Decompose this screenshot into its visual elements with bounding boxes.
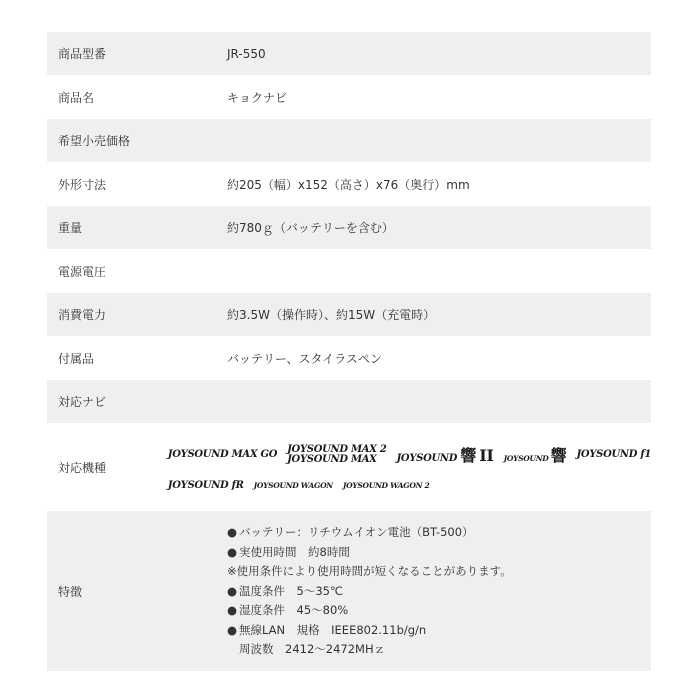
logo-joysound-max2 — [287, 445, 386, 465]
logo-kyoku2-kanji: 響 — [460, 446, 477, 465]
name-label: 商品名 — [58, 90, 95, 105]
feature-lan: ● 無線LAN 規格 IEEE802.11b/g/n — [227, 621, 651, 640]
navi-label: 対応ナビ — [58, 395, 107, 409]
weight-label: 重量 — [58, 221, 83, 235]
model-logos — [168, 443, 651, 491]
logo-joysound-kyoku — [504, 443, 567, 466]
power-label: 消費電力 — [58, 308, 107, 322]
dimensions-label: 外形寸法 — [58, 177, 107, 192]
bullet-icon: ● — [227, 525, 238, 540]
accessories-value: バッテリー、スタイラスペン — [227, 351, 382, 366]
row-price — [47, 119, 651, 162]
logo-joysound-wagon2: JOYSOUND WAGON 2 — [342, 481, 430, 490]
logo-joysound-fr: JOYSOUND fR — [167, 480, 244, 491]
row-weight — [47, 206, 651, 249]
logo-joysound-max-go: JOYSOUND MAX GO — [167, 449, 278, 460]
models-value — [168, 443, 651, 491]
row-dimensions — [47, 162, 651, 206]
bullet-icon: ● — [227, 544, 238, 559]
logo-joysound-wagon: JOYSOUND WAGON — [253, 481, 333, 490]
logo-kyoku-kanji: 響 — [550, 446, 567, 465]
row-voltage — [47, 249, 651, 293]
model-value: JR-550 — [227, 46, 266, 61]
power-value: 約3.5W（操作時）、約15W（充電時） — [227, 308, 436, 322]
features-label: 特徴 — [58, 584, 83, 599]
feature-humidity: ● 湿度条件 45～80% — [227, 601, 651, 620]
weight-value: 約780ｇ（バッテリーを含む） — [227, 221, 394, 235]
logo-line-2 — [168, 480, 651, 491]
bullet-icon: ● — [227, 583, 238, 598]
bullet-icon: ● — [227, 622, 238, 637]
voltage-label: 電源電圧 — [58, 264, 107, 279]
row-navi — [47, 380, 651, 423]
row-model — [47, 32, 651, 75]
row-models — [47, 423, 651, 511]
feature-temperature: ● 温度条件 5～35℃ — [227, 582, 651, 601]
row-power — [47, 293, 651, 336]
models-label: 対応機種 — [58, 460, 107, 475]
logo-max2-line1: JOYSOUND MAX 2 — [287, 443, 387, 455]
name-value: キョクナビ — [227, 90, 288, 105]
row-features — [47, 511, 651, 671]
logo-max2-line2: JOYSOUND MAX — [287, 453, 377, 465]
row-accessories — [47, 336, 651, 380]
features-value — [227, 523, 651, 659]
feature-frequency: 周波数 2412～2472MHｚ — [239, 642, 386, 657]
accessories-label: 付属品 — [58, 351, 95, 366]
feature-note: ※使用条件により使用時間が短くなることがあります。 — [227, 564, 512, 579]
logo-joysound-kyoku-2 — [396, 443, 493, 466]
logo-kyoku2-text: JOYSOUND — [396, 453, 458, 464]
features-list — [227, 523, 651, 659]
dimensions-value: 約205（幅）x152（高さ）x76（奥行）mm — [227, 177, 470, 192]
logo-joysound-f1: JOYSOUND f1 — [576, 449, 651, 460]
feature-battery: ● バッテリー：リチウムイオン電池（BT-500） — [227, 523, 651, 542]
row-name — [47, 75, 651, 119]
price-label: 希望小売価格 — [58, 134, 131, 148]
logo-line-1 — [168, 443, 651, 466]
logo-kyoku-text: JOYSOUND — [503, 454, 549, 463]
spec-table — [47, 32, 651, 671]
model-label: 商品型番 — [58, 47, 107, 61]
bullet-icon: ● — [227, 603, 238, 618]
logo-kyoku2-suffix: II — [479, 446, 494, 465]
feature-usage: ● 実使用時間 約8時間 — [227, 543, 651, 562]
